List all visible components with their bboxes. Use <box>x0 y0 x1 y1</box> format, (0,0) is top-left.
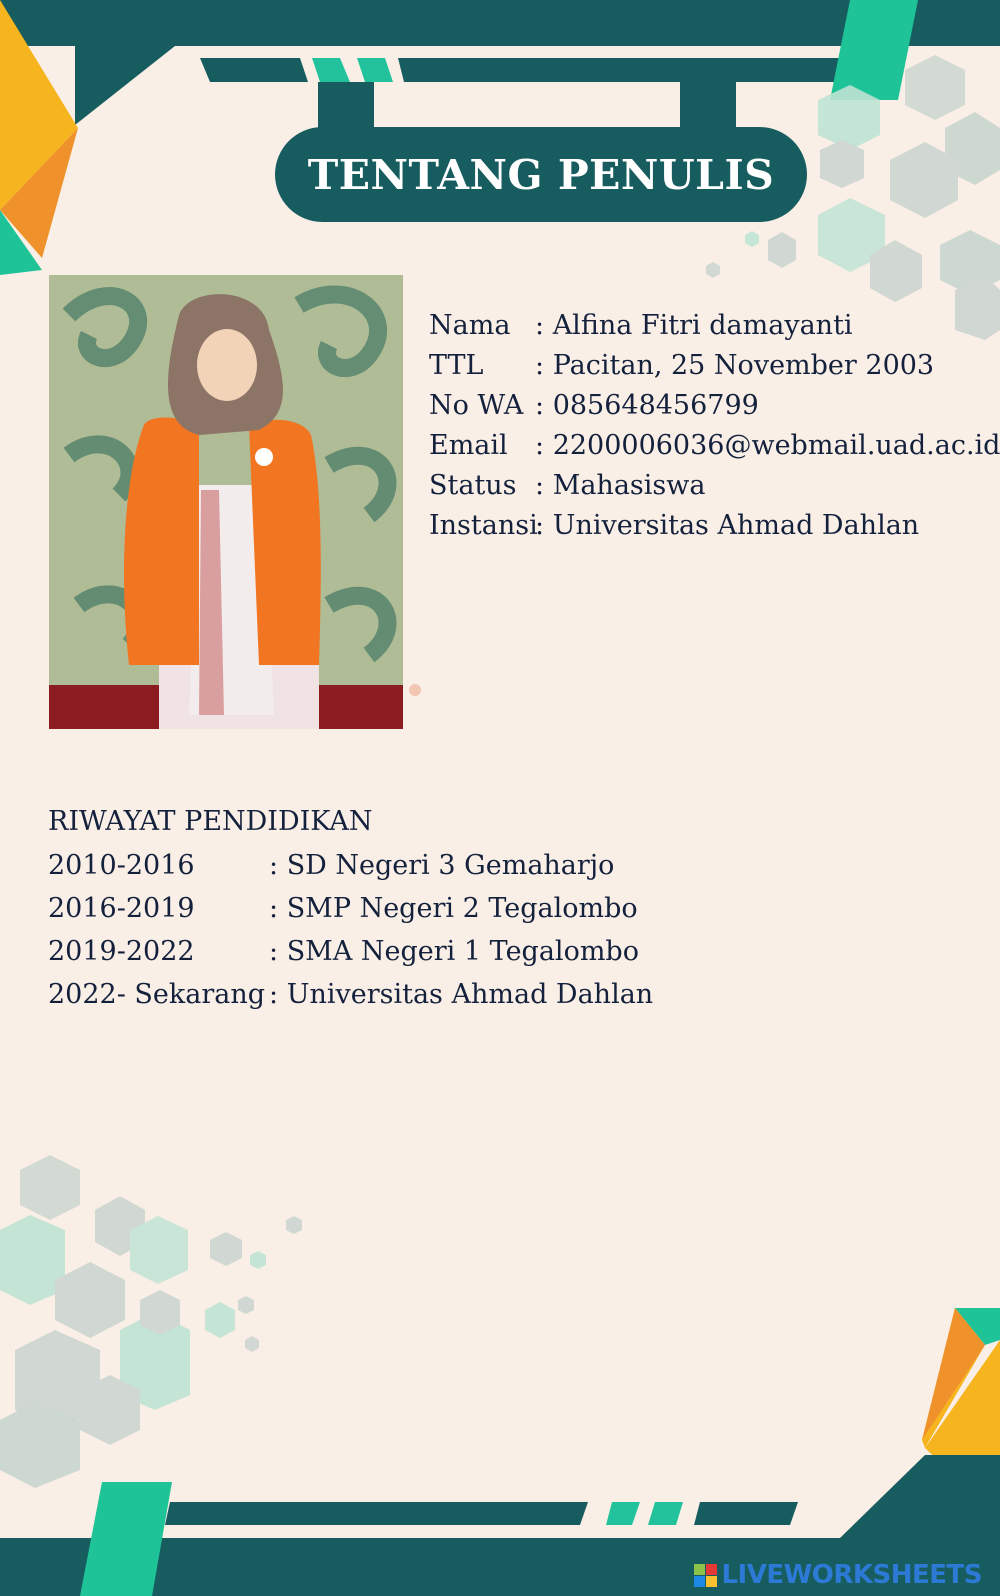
info-row-name <box>429 305 1000 345</box>
education-row <box>48 844 653 887</box>
education-school: : SMA Negeri 1 Tegalombo <box>269 936 639 967</box>
education-period: 2016-2019 <box>48 893 195 924</box>
page-title: TENTANG PENULIS <box>307 150 775 199</box>
education-row <box>48 973 653 1016</box>
education-school: : SD Negeri 3 Gemaharjo <box>269 850 614 881</box>
info-row-email <box>429 425 1000 465</box>
education-period: 2010-2016 <box>48 850 195 881</box>
info-label: Status <box>429 469 517 501</box>
info-label: Nama <box>429 309 511 341</box>
info-label: No WA <box>429 389 524 421</box>
author-photo-illustration <box>49 275 403 729</box>
info-value: : Mahasiswa <box>535 470 705 501</box>
author-photo <box>49 275 403 729</box>
info-value: : Pacitan, 25 November 2003 <box>535 350 934 381</box>
info-value: : 085648456799 <box>535 390 759 421</box>
info-row-status <box>429 465 1000 505</box>
info-value: : 2200006036@webmail.uad.ac.id <box>535 430 1000 461</box>
education-period: 2022- Sekarang <box>48 979 266 1010</box>
info-row-phone <box>429 385 1000 425</box>
liveworksheets-watermark <box>694 1560 982 1590</box>
author-info <box>429 305 1000 545</box>
info-value: : Alfina Fitri damayanti <box>535 310 853 341</box>
education-school: : SMP Negeri 2 Tegalombo <box>269 893 638 924</box>
watermark-text: LIVEWORKSHEETS <box>721 1560 982 1590</box>
info-label: Email <box>429 429 508 461</box>
education-school: : Universitas Ahmad Dahlan <box>269 979 653 1010</box>
info-value: : Universitas Ahmad Dahlan <box>535 510 919 541</box>
info-row-institution <box>429 505 1000 545</box>
liveworksheets-logo-icon <box>694 1564 717 1587</box>
info-label: TTL <box>429 349 484 381</box>
title-banner <box>275 127 807 222</box>
education-title: RIWAYAT PENDIDIKAN <box>48 806 373 837</box>
info-label: Instansi <box>429 509 538 541</box>
education-history <box>48 800 653 1016</box>
education-row <box>48 887 653 930</box>
education-period: 2019-2022 <box>48 936 195 967</box>
education-row <box>48 930 653 973</box>
info-row-ttl <box>429 345 1000 385</box>
